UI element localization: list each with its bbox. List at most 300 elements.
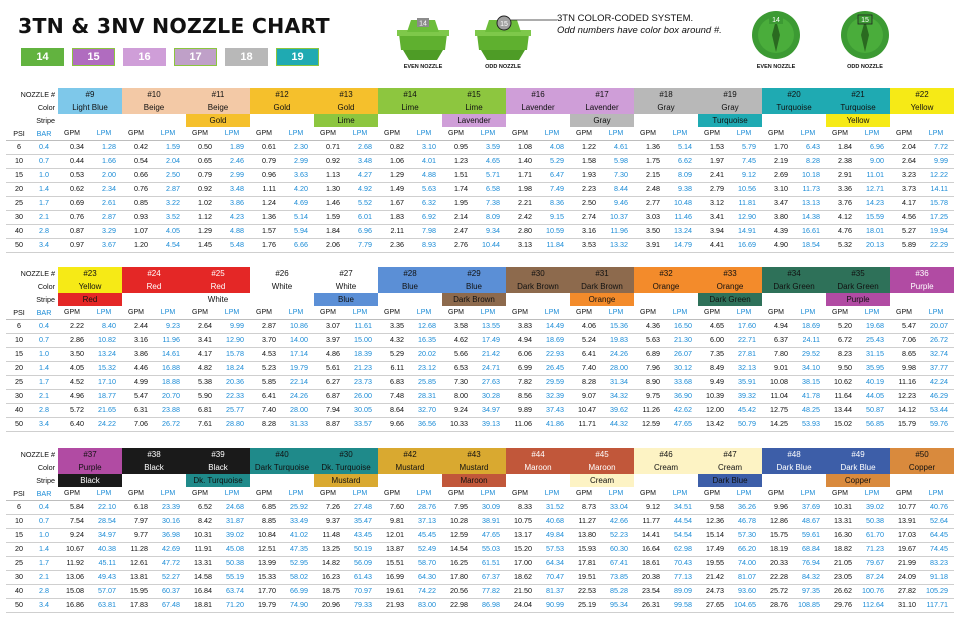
gpm-cell: 8.28: [262, 419, 276, 428]
gpm-cell: 4.90: [774, 240, 788, 249]
gpm-header: GPM: [832, 130, 848, 137]
gpm-cell: 6.89: [646, 349, 660, 358]
nozzle-num-cell: #49: [826, 448, 890, 461]
lpm-cell: 2.68: [358, 142, 372, 151]
gpm-cell: 8.73: [582, 502, 596, 511]
lpm-cell: 4.27: [358, 170, 372, 179]
lpm-cell: 52.95: [290, 558, 308, 567]
lpm-cell: 99.58: [674, 600, 692, 609]
nozzle-stripe-cell: [122, 474, 186, 487]
lpm-cell: 37.43: [546, 405, 564, 414]
lpm-cell: 10.82: [98, 335, 116, 344]
gpm-cell: 5.72: [70, 405, 84, 414]
lpm-cell: 57.07: [98, 586, 116, 595]
page-title: 3TN & 3NV NOZZLE CHART: [18, 14, 330, 38]
lpm-cell: 4.23: [230, 212, 244, 221]
gpm-cell: 0.95: [454, 142, 468, 151]
gpm-cell: 6.99: [518, 363, 532, 372]
gpm-cell: 18.81: [194, 600, 212, 609]
gpm-header: GPM: [64, 309, 80, 316]
gpm-cell: 3.16: [134, 335, 148, 344]
lpm-cell: 81.37: [546, 586, 564, 595]
nozzle-color-cell: Yellow: [890, 101, 954, 114]
gpm-header: GPM: [640, 130, 656, 137]
gpm-cell: 13.25: [322, 544, 340, 553]
lpm-cell: 4.20: [294, 184, 308, 193]
lpm-cell: 14.11: [930, 184, 948, 193]
lpm-cell: 17.60: [738, 321, 756, 330]
gpm-cell: 2.77: [646, 198, 660, 207]
gpm-cell: 10.84: [258, 530, 276, 539]
gpm-cell: 14.12: [898, 405, 916, 414]
nozzle-stripe-cell: [506, 474, 570, 487]
lpm-cell: 74.00: [738, 558, 756, 567]
lpm-cell: 27.48: [354, 502, 372, 511]
nozzle-num-cell: #30: [506, 267, 570, 280]
legend-swatch: 18: [225, 48, 268, 66]
lpm-cell: 10.59: [546, 226, 564, 235]
lpm-cell: 26.07: [674, 349, 692, 358]
lpm-cell: 3.63: [294, 170, 308, 179]
nozzle-num-cell: #12: [250, 88, 314, 101]
gpm-cell: 1.24: [262, 198, 276, 207]
nozzle-table: [6, 267, 954, 432]
nozzle-stripe-cell: Dark Brown: [442, 293, 506, 306]
gpm-cell: 23.54: [642, 586, 660, 595]
nozzle-stripe-cell: Dk. Turquoise: [186, 474, 250, 487]
lpm-cell: 79.67: [866, 558, 884, 567]
nozzle-num-cell: #27: [314, 267, 378, 280]
gpm-cell: 10.67: [66, 544, 84, 553]
lpm-cell: 5.79: [742, 142, 756, 151]
gpm-cell: 9.98: [902, 363, 916, 372]
gpm-cell: 7.60: [390, 502, 404, 511]
lpm-cell: 16.69: [738, 240, 756, 249]
lpm-cell: 13.24: [98, 349, 116, 358]
lpm-cell: 48.67: [802, 516, 820, 525]
gpm-cell: 0.76: [134, 184, 148, 193]
bar-cell: 0.4: [39, 142, 49, 151]
gpm-header: GPM: [64, 130, 80, 137]
lpm-header: LPM: [288, 309, 304, 316]
gpm-cell: 1.98: [518, 184, 532, 193]
lpm-cell: 18.69: [802, 321, 820, 330]
gpm-header: GPM: [640, 309, 656, 316]
gpm-cell: 6.18: [134, 502, 148, 511]
lpm-cell: 40.19: [866, 377, 884, 386]
bar-cell: 1.7: [39, 558, 49, 567]
gpm-cell: 4.41: [710, 240, 724, 249]
gpm-cell: 13.80: [578, 530, 596, 539]
bar-cell: 1.7: [39, 377, 49, 386]
lpm-cell: 9.15: [550, 212, 564, 221]
lpm-cell: 33.04: [610, 502, 628, 511]
nozzle-stripe-cell: [122, 293, 186, 306]
gpm-cell: 2.06: [326, 240, 340, 249]
lpm-cell: 11.84: [546, 240, 564, 249]
lpm-cell: 5.29: [550, 156, 564, 165]
gpm-cell: 5.47: [902, 321, 916, 330]
lpm-cell: 25.92: [290, 502, 308, 511]
psi-cell: 10: [15, 156, 23, 165]
lpm-cell: 19.79: [290, 363, 308, 372]
gpm-header: GPM: [128, 130, 144, 137]
gpm-cell: 31.10: [898, 600, 916, 609]
gpm-cell: 11.77: [642, 516, 660, 525]
psi-cell: 40: [15, 405, 23, 414]
gpm-cell: 11.28: [130, 544, 148, 553]
gpm-cell: 2.48: [646, 184, 660, 193]
lpm-cell: 32.39: [546, 391, 564, 400]
lpm-cell: 36.56: [418, 419, 436, 428]
lpm-cell: 7.30: [614, 170, 628, 179]
lpm-cell: 5.71: [486, 170, 500, 179]
gpm-cell: 5.32: [838, 240, 852, 249]
lpm-cell: 87.24: [866, 572, 884, 581]
lpm-cell: 2.00: [102, 170, 116, 179]
gpm-cell: 4.94: [774, 321, 788, 330]
lpm-cell: 44.32: [610, 419, 628, 428]
lpm-cell: 31.15: [866, 349, 884, 358]
lpm-cell: 35.47: [354, 516, 372, 525]
lpm-cell: 34.32: [610, 391, 628, 400]
nozzle-num-cell: #33: [698, 267, 762, 280]
gpm-cell: 19.55: [706, 558, 724, 567]
gpm-header: GPM: [896, 130, 912, 137]
lpm-cell: 24.26: [290, 391, 308, 400]
gpm-cell: 17.81: [578, 558, 596, 567]
psi-cell: 30: [15, 212, 23, 221]
gpm-cell: 2.36: [390, 240, 404, 249]
lpm-cell: 8.09: [678, 170, 692, 179]
lpm-cell: 39.02: [866, 502, 884, 511]
gpm-cell: 8.56: [518, 391, 532, 400]
lpm-cell: 32.70: [418, 405, 436, 414]
nozzle-stripe-cell: [250, 293, 314, 306]
lpm-cell: 40.76: [930, 502, 948, 511]
lpm-cell: 3.59: [486, 142, 500, 151]
gpm-cell: 16.99: [386, 572, 404, 581]
gpm-cell: 13.81: [130, 572, 148, 581]
nozzle-stripe-cell: Mustard: [314, 474, 378, 487]
lpm-cell: 60.30: [610, 544, 628, 553]
lpm-cell: 18.39: [354, 349, 372, 358]
lpm-cell: 70.47: [546, 572, 564, 581]
gpm-cell: 5.27: [902, 226, 916, 235]
lpm-cell: 62.98: [674, 544, 692, 553]
odd-nozzle-top-label: ODD NOZZLE: [847, 64, 883, 70]
gpm-cell: 9.01: [774, 363, 788, 372]
lpm-cell: 71.20: [226, 600, 244, 609]
nozzle-color-cell: Black: [186, 461, 250, 474]
gpm-cell: 18.82: [834, 544, 852, 553]
lpm-cell: 21.65: [98, 405, 116, 414]
gpm-header: GPM: [448, 490, 464, 497]
lpm-header: LPM: [608, 130, 624, 137]
gpm-cell: 1.36: [262, 212, 276, 221]
lpm-cell: 15.78: [226, 349, 244, 358]
gpm-header: GPM: [384, 130, 400, 137]
psi-cell: 20: [15, 363, 23, 372]
bar-cell: 1.4: [39, 184, 49, 193]
gpm-cell: 1.58: [582, 156, 596, 165]
gpm-cell: 1.70: [774, 142, 788, 151]
lpm-cell: 12.90: [226, 335, 244, 344]
psi-cell: 15: [15, 349, 23, 358]
lpm-cell: 57.30: [738, 530, 756, 539]
nozzle-num-cell: #34: [762, 267, 826, 280]
lpm-cell: 3.52: [166, 212, 180, 221]
gpm-cell: 7.48: [390, 391, 404, 400]
gpm-cell: 28.76: [770, 600, 788, 609]
lpm-header: LPM: [224, 130, 240, 137]
gpm-cell: 3.76: [838, 198, 852, 207]
gpm-cell: 8.65: [902, 349, 916, 358]
gpm-cell: 8.49: [710, 363, 724, 372]
nozzle-num-cell: #17: [570, 88, 634, 101]
nozzle-color-cell: Dk. Turquoise: [314, 461, 378, 474]
nozzle-color-cell: Maroon: [506, 461, 570, 474]
gpm-cell: 5.47: [134, 391, 148, 400]
callout-line-2: Odd numbers have color box around #.: [557, 25, 722, 36]
table-row: [6, 141, 954, 155]
gpm-cell: 3.80: [774, 212, 788, 221]
gpm-cell: 12.86: [770, 516, 788, 525]
gpm-cell: 4.94: [518, 335, 532, 344]
gpm-cell: 3.91: [646, 240, 660, 249]
gpm-cell: 17.70: [258, 586, 276, 595]
lpm-cell: 38.91: [482, 516, 500, 525]
lpm-cell: 45.45: [418, 530, 436, 539]
nozzle-num-cell: #21: [826, 88, 890, 101]
lpm-cell: 100.76: [862, 586, 884, 595]
lpm-cell: 23.39: [162, 502, 180, 511]
gpm-cell: 16.84: [194, 586, 212, 595]
lpm-cell: 36.90: [674, 391, 692, 400]
gpm-cell: 15.02: [834, 419, 852, 428]
gpm-cell: 9.37: [326, 516, 340, 525]
gpm-cell: 10.31: [834, 502, 852, 511]
gpm-cell: 11.16: [898, 377, 916, 386]
gpm-cell: 17.83: [130, 600, 148, 609]
gpm-header: GPM: [192, 130, 208, 137]
lpm-cell: 42.24: [930, 377, 948, 386]
nozzle-stripe-cell: [250, 114, 314, 127]
lpm-cell: 52.27: [162, 572, 180, 581]
lpm-cell: 85.28: [610, 586, 628, 595]
gpm-cell: 5.23: [262, 363, 276, 372]
table-row: [6, 348, 954, 362]
nozzle-num-cell: #44: [506, 448, 570, 461]
lpm-cell: 3.86: [230, 198, 244, 207]
lpm-cell: 63.74: [226, 586, 244, 595]
bar-header: BAR: [36, 489, 52, 498]
gpm-cell: 21.99: [898, 558, 916, 567]
gpm-cell: 3.10: [774, 184, 788, 193]
gpm-cell: 21.05: [834, 558, 852, 567]
gpm-cell: 10.08: [770, 377, 788, 386]
lpm-cell: 18.77: [98, 391, 116, 400]
lpm-cell: 7.49: [550, 184, 564, 193]
lpm-cell: 18.69: [546, 335, 564, 344]
lpm-cell: 22.93: [546, 349, 564, 358]
gpm-cell: 4.36: [646, 321, 660, 330]
lpm-cell: 39.62: [610, 405, 628, 414]
gpm-cell: 25.19: [578, 600, 596, 609]
lpm-cell: 4.69: [294, 198, 308, 207]
gpm-cell: 9.58: [710, 502, 724, 511]
gpm-cell: 10.62: [834, 377, 852, 386]
lpm-cell: 19.83: [610, 335, 628, 344]
lpm-cell: 7.98: [422, 226, 436, 235]
gpm-cell: 8.42: [198, 516, 212, 525]
lpm-header: LPM: [928, 490, 944, 497]
lpm-cell: 89.09: [674, 586, 692, 595]
gpm-cell: 21.50: [514, 586, 532, 595]
gpm-cell: 4.56: [902, 212, 916, 221]
gpm-cell: 10.31: [194, 530, 212, 539]
lpm-cell: 6.66: [294, 240, 308, 249]
nozzle-color-cell: Dark Green: [762, 280, 826, 293]
table-row: [6, 197, 954, 211]
gpm-cell: 24.04: [514, 600, 532, 609]
gpm-cell: 11.92: [66, 558, 84, 567]
gpm-cell: 6.53: [454, 363, 468, 372]
nozzle-stripe-cell: [762, 293, 826, 306]
lpm-cell: 2.34: [102, 184, 116, 193]
gpm-cell: 2.19: [774, 156, 788, 165]
lpm-cell: 6.32: [422, 198, 436, 207]
gpm-cell: 12.00: [706, 405, 724, 414]
gpm-cell: 7.40: [262, 405, 276, 414]
gpm-header: GPM: [704, 309, 720, 316]
lpm-cell: 18.24: [226, 363, 244, 372]
lpm-cell: 66.99: [290, 586, 308, 595]
lpm-cell: 54.54: [674, 530, 692, 539]
lpm-cell: 42.69: [162, 544, 180, 553]
lpm-header: LPM: [224, 309, 240, 316]
gpm-cell: 9.66: [390, 419, 404, 428]
lpm-cell: 20.13: [866, 240, 884, 249]
nozzle-stripe-cell: [122, 114, 186, 127]
table-row: [6, 362, 954, 376]
nozzle-number-row-label: NOZZLE #: [20, 450, 55, 459]
gpm-cell: 1.51: [454, 170, 468, 179]
lpm-cell: 28.76: [418, 502, 436, 511]
lpm-header: LPM: [416, 130, 432, 137]
callout-line-1: 3TN COLOR-CODED SYSTEM.: [557, 13, 694, 24]
gpm-cell: 6.31: [134, 405, 148, 414]
gpm-cell: 4.99: [134, 377, 148, 386]
lpm-cell: 53.93: [802, 419, 820, 428]
gpm-cell: 0.92: [198, 184, 212, 193]
lpm-cell: 10.48: [674, 198, 692, 207]
lpm-cell: 3.10: [422, 142, 436, 151]
gpm-cell: 15.75: [770, 530, 788, 539]
gpm-cell: 14.82: [322, 558, 340, 567]
lpm-cell: 24.26: [610, 349, 628, 358]
lpm-cell: 61.43: [354, 572, 372, 581]
gpm-cell: 7.54: [70, 516, 84, 525]
lpm-cell: 49.43: [98, 572, 116, 581]
gpm-cell: 3.03: [646, 212, 660, 221]
psi-cell: 30: [15, 572, 23, 581]
bar-cell: 0.7: [39, 156, 49, 165]
gpm-cell: 16.23: [322, 572, 340, 581]
gpm-cell: 4.17: [902, 198, 916, 207]
lpm-cell: 81.07: [738, 572, 756, 581]
lpm-cell: 22.71: [738, 335, 756, 344]
lpm-cell: 56.85: [866, 419, 884, 428]
lpm-cell: 30.05: [354, 405, 372, 414]
legend-swatch: 17: [174, 48, 217, 66]
lpm-header: LPM: [736, 309, 752, 316]
bar-header: BAR: [36, 129, 52, 138]
lpm-cell: 10.37: [610, 212, 628, 221]
lpm-cell: 55.03: [482, 544, 500, 553]
gpm-cell: 17.49: [706, 544, 724, 553]
lpm-cell: 6.96: [870, 142, 884, 151]
nozzle-color-cell: Lime: [442, 101, 506, 114]
nozzle-number-row-label: NOZZLE #: [20, 90, 55, 99]
lpm-cell: 70.43: [674, 558, 692, 567]
gpm-cell: 8.90: [646, 377, 660, 386]
gpm-cell: 0.69: [70, 198, 84, 207]
lpm-cell: 68.84: [802, 544, 820, 553]
nozzle-num-cell: #16: [506, 88, 570, 101]
bar-cell: 0.4: [39, 502, 49, 511]
gpm-cell: 4.32: [390, 335, 404, 344]
nozzle-color-row-label: Color: [37, 282, 55, 291]
gpm-cell: 11.71: [578, 419, 596, 428]
gpm-cell: 6.72: [838, 335, 852, 344]
gpm-cell: 2.91: [838, 170, 852, 179]
lpm-cell: 5.48: [230, 240, 244, 249]
nozzle-stripe-cell: Black: [58, 474, 122, 487]
lpm-header: LPM: [480, 309, 496, 316]
lpm-cell: 10.86: [290, 321, 308, 330]
nozzle-color-cell: Copper: [890, 461, 954, 474]
nozzle-num-cell: #14: [378, 88, 442, 101]
lpm-cell: 12.90: [738, 212, 756, 221]
gpm-cell: 2.14: [454, 212, 468, 221]
lpm-cell: 2.99: [230, 170, 244, 179]
lpm-cell: 6.92: [422, 212, 436, 221]
nozzle-stripe-cell: Lavender: [442, 114, 506, 127]
gpm-cell: 1.06: [390, 156, 404, 165]
nozzle-stripe-cell: [378, 114, 442, 127]
lpm-header: LPM: [224, 490, 240, 497]
lpm-cell: 52.64: [930, 516, 948, 525]
bar-cell: 1.0: [39, 349, 49, 358]
gpm-cell: 4.96: [70, 391, 84, 400]
gpm-cell: 1.76: [262, 240, 276, 249]
gpm-cell: 15.79: [898, 419, 916, 428]
psi-header: PSI: [13, 308, 25, 317]
lpm-cell: 8.40: [102, 321, 116, 330]
gpm-cell: 5.24: [582, 335, 596, 344]
lpm-cell: 45.42: [738, 405, 756, 414]
lpm-cell: 47.72: [162, 558, 180, 567]
lpm-header: LPM: [672, 490, 688, 497]
lpm-cell: 41.86: [546, 419, 564, 428]
lpm-header: LPM: [480, 130, 496, 137]
lpm-cell: 30.12: [674, 363, 692, 372]
nozzle-color-cell: Blue: [442, 280, 506, 293]
gpm-cell: 6.85: [262, 502, 276, 511]
lpm-header: LPM: [864, 490, 880, 497]
gpm-cell: 5.38: [198, 377, 212, 386]
